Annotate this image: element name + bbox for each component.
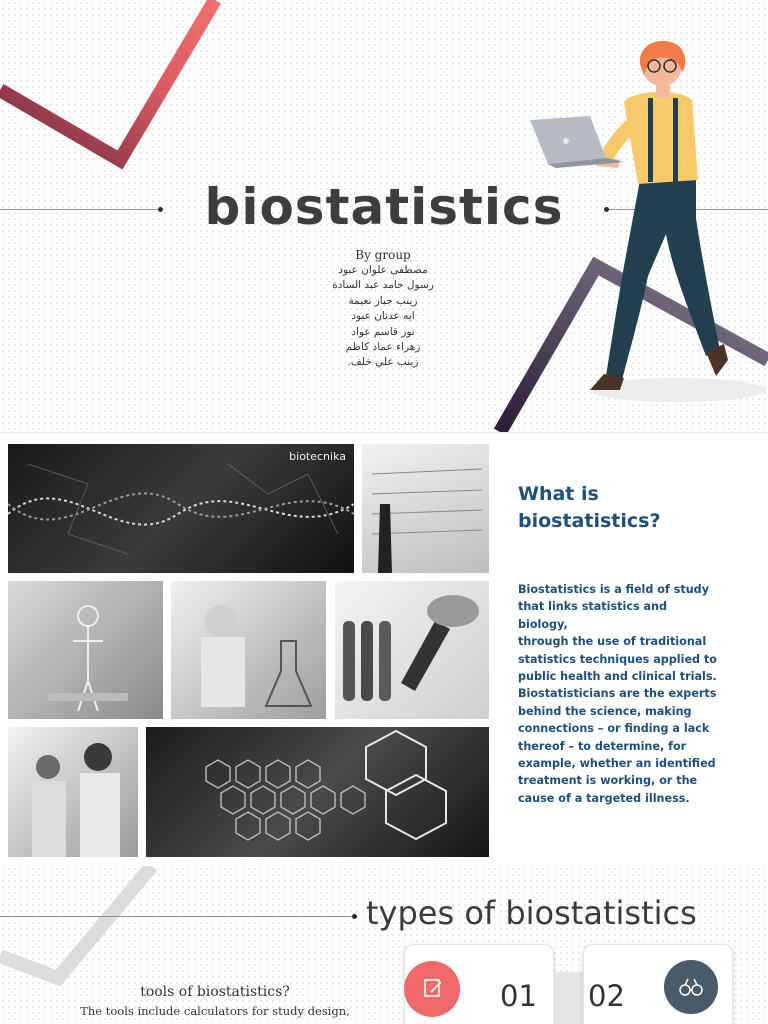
people-icon [8, 727, 138, 857]
paragraph-line: cause of a targeted illness. [518, 791, 690, 805]
member-name: ايه عدنان عبود [351, 310, 415, 323]
dna-network-photo [8, 444, 354, 573]
paragraph-line: statistics techniques applied to [518, 652, 717, 666]
paragraph-line: Biostatistics is a field of study [518, 583, 709, 596]
test-tube-icon [335, 581, 489, 719]
member-name: رسول حامد عبد السادة [332, 279, 434, 292]
types-slide [0, 866, 768, 1024]
blood-tubes-photo [335, 581, 489, 719]
paragraph-line: behind the science, making [518, 704, 692, 718]
paragraph-line: example, whether an identified [518, 757, 716, 771]
tools-heading: tools of biostatistics? [140, 984, 290, 1000]
member-name: زينب جبار نعيمة [348, 294, 418, 307]
by-group-label: By group [355, 248, 411, 262]
paragraph-line: public health and clinical trials. [518, 670, 717, 684]
photo-logo: biotecnika [289, 450, 346, 463]
heading-line: biostatistics? [518, 510, 661, 532]
paragraph-line: connections – or finding a lack [518, 722, 710, 736]
heading-line: What is [518, 483, 599, 505]
scientist-microscope-photo [171, 581, 326, 719]
what-is-heading [518, 481, 738, 535]
binoculars-icon [664, 960, 718, 1014]
person-with-laptop-illustration [520, 38, 768, 408]
paragraph-line: treatment is working, or the [518, 774, 698, 788]
divider-dot-types [352, 914, 357, 919]
card-connector [553, 972, 583, 1024]
tools-paragraph: The tools include calculators for study design, [80, 1004, 350, 1018]
hexagon-grid-icon [146, 727, 489, 857]
paragraph-line: Biostatisticians are the experts [518, 687, 717, 701]
presentation-title: biostatistics [204, 178, 564, 236]
lab-team-photo [8, 727, 138, 857]
doctor-xray-photo [8, 581, 163, 719]
skeleton-icon [8, 581, 163, 719]
card-number-1: 01 [500, 979, 537, 1013]
definition-paragraph [518, 581, 718, 807]
pen-icon [362, 444, 489, 573]
paragraph-line: through the use of traditional [518, 635, 707, 649]
paragraph-line: thereof – to determine, for [518, 739, 687, 753]
group-members [300, 248, 466, 371]
dna-helix-icon [8, 444, 354, 573]
member-name: زهراء عماد كاظم [345, 341, 421, 354]
divider-types [0, 916, 352, 917]
edit-icon [404, 961, 460, 1017]
member-name: زينب علي خلف. [347, 356, 419, 369]
document-pen-photo [362, 444, 489, 573]
member-name: مصطفى علوان عبود [338, 264, 428, 276]
types-title: types of biostatistics [366, 894, 697, 932]
title-slide [0, 0, 768, 432]
flask-icon [171, 581, 326, 719]
what-is-slide [0, 432, 768, 867]
card-number-2: 02 [588, 979, 625, 1013]
medical-hexagon-photo [146, 727, 489, 857]
paragraph-line: that links statistics and biology, [518, 600, 668, 631]
member-name: نور قاسم عواد [351, 325, 415, 338]
